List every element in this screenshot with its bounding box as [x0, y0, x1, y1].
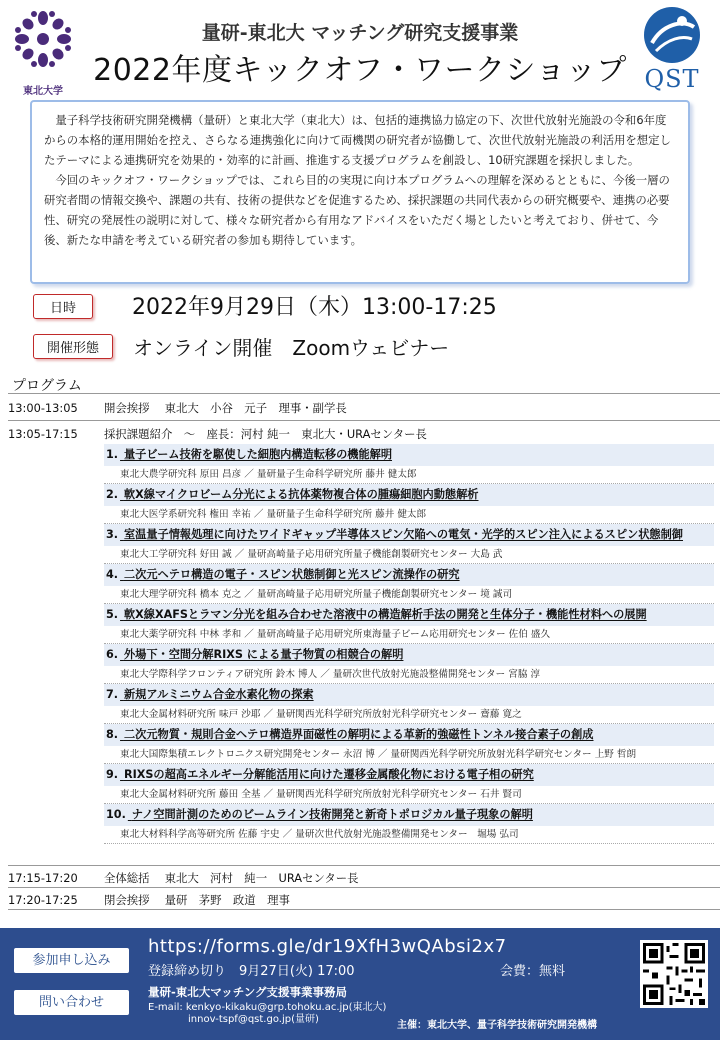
topic-title: [104, 484, 714, 506]
topic-title: [104, 644, 714, 666]
program-divider: [8, 393, 720, 394]
program-row-closing: [8, 892, 290, 908]
topic-title: [104, 684, 714, 706]
program-text: 全体総括 東北大 河村 純一 URAセンター長: [104, 871, 359, 885]
topic-title: [104, 724, 714, 746]
tohoku-logo-label: 東北大学: [23, 86, 63, 97]
topic-number: 1.: [106, 448, 119, 461]
program-time: 13:00-13:05: [8, 401, 78, 415]
program-row-opening: [8, 400, 347, 416]
topic-number: 6.: [106, 648, 119, 661]
format-value: オンライン開催 Zoomウェビナー: [133, 336, 450, 360]
topic-members: 東北大金属材料研究所 藤田 全基 ／ 量研関西光科学研究所放射光科学研究センター 石井 賢司: [104, 786, 714, 804]
topic-title-text: 二次元物質・規則合金ヘテロ構造界面磁性の解明による革新的強磁性トンネル接合素子の創成: [123, 728, 594, 741]
topic-members: 東北大農学研究科 原田 昌彦 ／ 量研量子生命科学研究所 藤井 健太郎: [104, 466, 714, 484]
list-item: [104, 724, 714, 764]
topic-number: 4.: [106, 568, 119, 581]
topic-members: 東北大金属材料研究所 味戸 沙耶 ／ 量研関西光科学研究所放射光科学研究センター 齋藤 寛之: [104, 706, 714, 724]
topic-members: 東北大学際科学フロンティア研究所 鈴木 博人 ／ 量研次世代放射光施設整備開発センター 宮脇 淳: [104, 666, 714, 684]
list-item: [104, 684, 714, 724]
topic-number: 10.: [106, 808, 126, 821]
office-name: 量研-東北大マッチング支援事業事務局: [148, 985, 348, 999]
topic-title-text: 二次元ヘテロ構造の電子・スピン状態制御と光スピン流操作の研究: [123, 568, 460, 581]
topic-members: 東北大国際集積エレクトロニクス研究開発センター 永沼 博 ／ 量研関西光科学研究所放射光科学研究センター 上野 哲朗: [104, 746, 714, 764]
list-item: [104, 804, 714, 844]
format-label: 開催形態: [33, 334, 113, 359]
topic-title-text: 軟X線マイクロビーム分光による抗体薬物複合体の腫瘍細胞内動態解析: [123, 488, 479, 501]
footer: [0, 928, 720, 1040]
qr-code-icon[interactable]: [640, 940, 708, 1008]
page-subtitle: 量研-東北大 マッチング研究支援事業: [201, 22, 519, 44]
program-heading: プログラム: [12, 378, 82, 394]
contact-email-qst[interactable]: innov-tspf@qst.go.jp(量研): [188, 1014, 319, 1025]
list-item: [104, 604, 714, 644]
program-divider: [8, 909, 720, 910]
program-row-intro: [8, 426, 427, 442]
intro-box: [30, 100, 690, 284]
qst-logo: [634, 5, 710, 100]
topic-title-text: 量子ビーム技術を駆使した細胞内構造転移の機能解明: [123, 448, 393, 461]
topic-title-text: 新規アルミニウム合金水素化物の探索: [123, 688, 314, 701]
topic-title-text: 外場下・空間分解RIXS による量子物質の相競合の解明: [123, 648, 404, 661]
list-item: [104, 484, 714, 524]
date-value: 2022年9月29日（木）13:00-17:25: [132, 295, 497, 320]
apply-button[interactable]: 参加申し込み: [14, 948, 129, 973]
program-time: 17:20-17:25: [8, 893, 78, 907]
program-divider: [8, 887, 720, 888]
registration-link[interactable]: https://forms.gle/dr19XfH3wQAbsi2x7: [148, 936, 507, 957]
topic-members: 東北大薬学研究科 中林 孝和 ／ 量研高崎量子応用研究所東海量子ビーム応用研究センター 佐伯 盛久: [104, 626, 714, 644]
topic-number: 8.: [106, 728, 119, 741]
topic-members: 東北大医学系研究科 権田 幸祐 ／ 量研量子生命科学研究所 藤井 健太郎: [104, 506, 714, 524]
program-time: 13:05-17:15: [8, 427, 78, 441]
date-label: 日時: [33, 294, 93, 319]
program-text: 開会挨拶 東北大 小谷 元子 理事・副学長: [104, 401, 347, 415]
topic-members: 東北大材料科学高等研究所 佐藤 宇史 ／ 量研次世代放射光施設整備開発センター 堀場 弘司: [104, 826, 714, 844]
intro-paragraph-2: 今回のキックオフ・ワークショップでは、これら目的の実現に向け本プログラムへの理解を深めるとともに、今後一層の研究者間の情報交換や、課題の共有、技術の提供などを促進するため、採択課題の共同代表からの研究概要や、連携の必要性、研究の発展性の説明に対して、様々な研究者から有用なアドバイスをいただく場としたいと考えており、併せて、今後、新たな申請を考えている研究者の参加も期待しています。: [44, 173, 670, 247]
topic-title: [104, 804, 714, 826]
contact-button[interactable]: 問い合わせ: [14, 990, 129, 1015]
topic-number: 7.: [106, 688, 119, 701]
list-item: [104, 564, 714, 604]
topic-title-text: ナノ空間計測のためのビームライン技術開発と新奇トポロジカル量子現象の解明: [131, 808, 533, 821]
topic-title: [104, 444, 714, 466]
list-item: [104, 524, 714, 564]
fee-text: 会費：無料: [500, 964, 566, 979]
topic-title: [104, 564, 714, 586]
topic-number: 2.: [106, 488, 119, 501]
topic-title: [104, 604, 714, 626]
program-time: 17:15-17:20: [8, 871, 78, 885]
host-text: 主催：東北大学、量子科学技術研究開発機構: [397, 1020, 597, 1031]
program-divider: [8, 420, 720, 421]
topic-title: [104, 524, 714, 546]
registration-deadline: 登録締め切り 9月27日(火) 17:00: [148, 964, 355, 979]
page-title: 2022年度キックオフ・ワークショップ: [93, 53, 627, 88]
contact-email-tohoku[interactable]: E-mail: kenkyo-kikaku@grp.tohoku.ac.jp(東北大): [148, 1002, 387, 1013]
qst-emblem-icon: [642, 5, 702, 65]
topic-list: [104, 444, 714, 844]
list-item: [104, 764, 714, 804]
program-text: 採択課題紹介 ～ 座長：河村 純一 東北大・URAセンター長: [104, 427, 427, 441]
topic-title-text: RIXSの超高エネルギー分解能活用に向けた遷移金属酸化物における電子相の研究: [123, 768, 534, 781]
program-divider: [8, 865, 720, 866]
list-item: [104, 444, 714, 484]
topic-title: [104, 764, 714, 786]
list-item: [104, 644, 714, 684]
topic-number: 9.: [106, 768, 119, 781]
topic-number: 3.: [106, 528, 119, 541]
intro-paragraph-1: 量子科学技術研究開発機構（量研）と東北大学（東北大）は、包括的連携協力協定の下、次世代放射光施設の令和6年度からの本格的運用開始を控え、さらなる連携強化に向けて両機関の研究者が協働して、次世代放射光施設の利活用を想定したテーマによる連携研究を効果的・効率的に計画、推進する支援プログラムを創設し、10研究課題を採択しました。: [44, 113, 671, 167]
program-text: 閉会挨拶 量研 茅野 政道 理事: [104, 893, 290, 907]
topic-members: 東北大工学研究科 好田 誠 ／ 量研高崎量子応用研究所量子機能創製研究センター 大島 武: [104, 546, 714, 564]
program-row-summary: [8, 870, 359, 886]
topic-number: 5.: [106, 608, 119, 621]
topic-members: 東北大理学研究科 橋本 克之 ／ 量研高崎量子応用研究所量子機能創製研究センター 境 誠司: [104, 586, 714, 604]
topic-title-text: 室温量子情報処理に向けたワイドギャップ半導体スピン欠陥への電気・光学的スピン注入によるスピン状態制御: [123, 528, 683, 541]
qst-logo-label: QST: [644, 65, 700, 93]
topic-title-text: 軟X線XAFSとラマン分光を組み合わせた溶液中の構造解析手法の開発と生体分子・機能性材料への展開: [123, 608, 647, 621]
